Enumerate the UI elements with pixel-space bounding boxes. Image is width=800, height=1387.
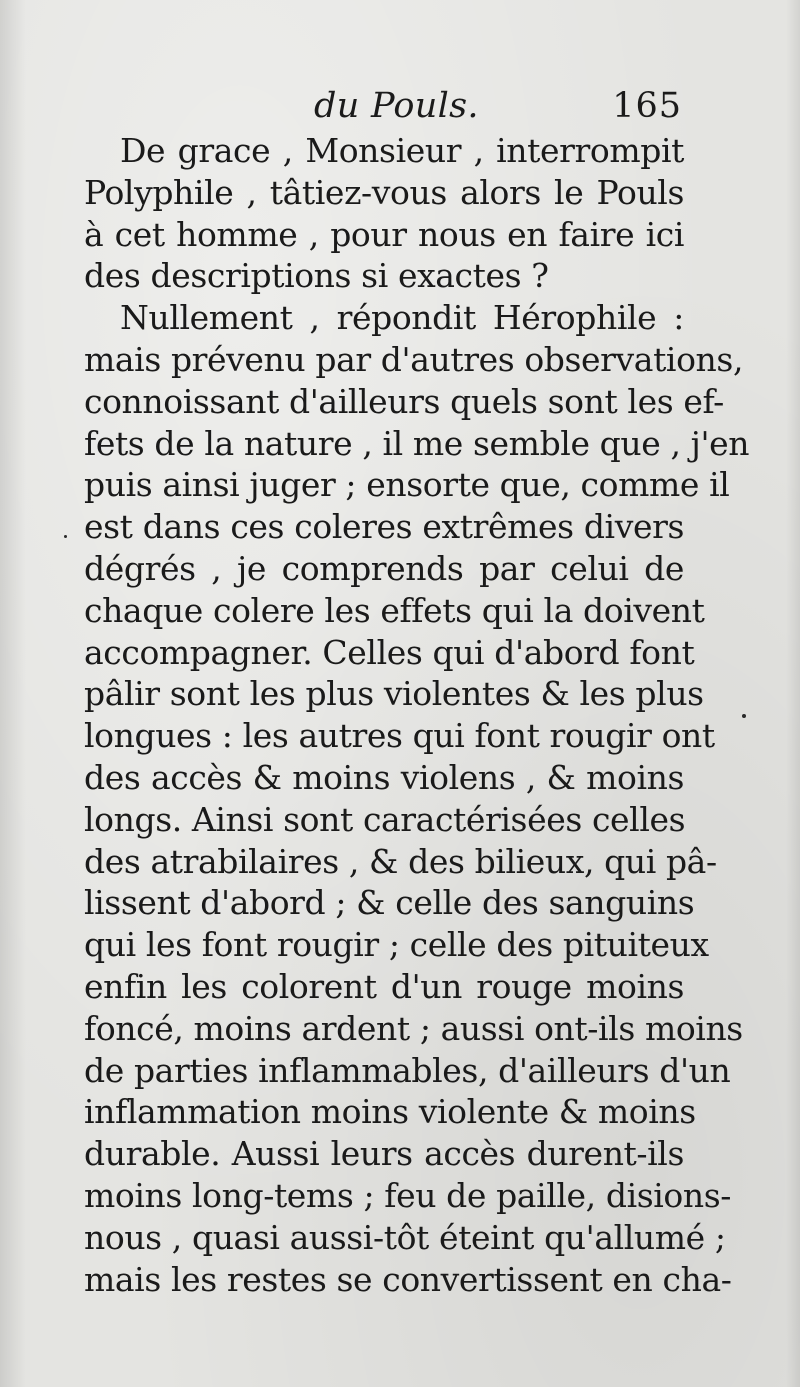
running-head: du Pouls.: [314, 86, 479, 126]
page-gutter-shadow: [0, 0, 26, 1387]
text-line: accompagner. Celles qui d'abord font: [84, 632, 695, 672]
text-line: lissent d'abord ; & celle des sanguins: [84, 883, 695, 923]
text-line: De grace , Monsieur , interrompit: [120, 131, 684, 170]
text-line: à cet homme , pour nous en faire ici: [84, 214, 684, 254]
text-line: Nullement , répondit Hérophile :: [120, 298, 684, 338]
text-line: des atrabilaires , & des bilieux, qui pâ-: [84, 841, 717, 881]
text-line: enfin les colorent d'un rouge moins: [84, 966, 684, 1006]
text-line: des accès & moins violens , & moins: [84, 757, 684, 797]
ink-speck: [64, 535, 67, 538]
text-line: de parties inflammables, d'ailleurs d'un: [84, 1050, 731, 1090]
text-line: moins long-tems ; feu de paille, disions-: [84, 1175, 732, 1215]
page-number: 165: [612, 86, 682, 126]
text-line: est dans ces coleres extrêmes divers: [84, 507, 684, 547]
text-line: nous , quasi aussi-tôt éteint qu'allumé ;: [84, 1217, 726, 1257]
text-line: pâlir sont les plus violentes & les plus: [84, 674, 704, 714]
text-line: inflammation moins violente & moins: [84, 1092, 696, 1132]
page-header: [84, 82, 684, 130]
text-line: Polyphile , tâtiez-vous alors le Pouls: [84, 172, 684, 212]
text-line: foncé, moins ardent ; aussi ont-ils moins: [84, 1008, 743, 1048]
text-line: qui les font rougir ; celle des pituiteux: [84, 925, 709, 965]
text-line: durable. Aussi leurs accès durent-ils: [84, 1134, 684, 1174]
text-line: fets de la nature , il me semble que , j'en: [84, 423, 750, 463]
text-line: longs. Ainsi sont caractérisées celles: [84, 799, 686, 839]
text-line: des descriptions si exactes ?: [84, 256, 549, 296]
page-edge-shadow: [786, 0, 800, 1387]
text-line: mais les restes se convertissent en cha-: [84, 1259, 732, 1299]
text-line: longues : les autres qui font rougir ont: [84, 716, 715, 756]
text-line: mais prévenu par d'autres observations,: [84, 339, 744, 379]
ink-speck: [742, 714, 746, 718]
body-text: [84, 130, 750, 1300]
text-line: chaque colere les effets qui la doivent: [84, 590, 705, 630]
text-line: dégrés , je comprends par celui de: [84, 548, 684, 588]
text-line: puis ainsi juger ; ensorte que, comme il: [84, 465, 730, 505]
text-line: connoissant d'ailleurs quels sont les ef-: [84, 381, 724, 421]
